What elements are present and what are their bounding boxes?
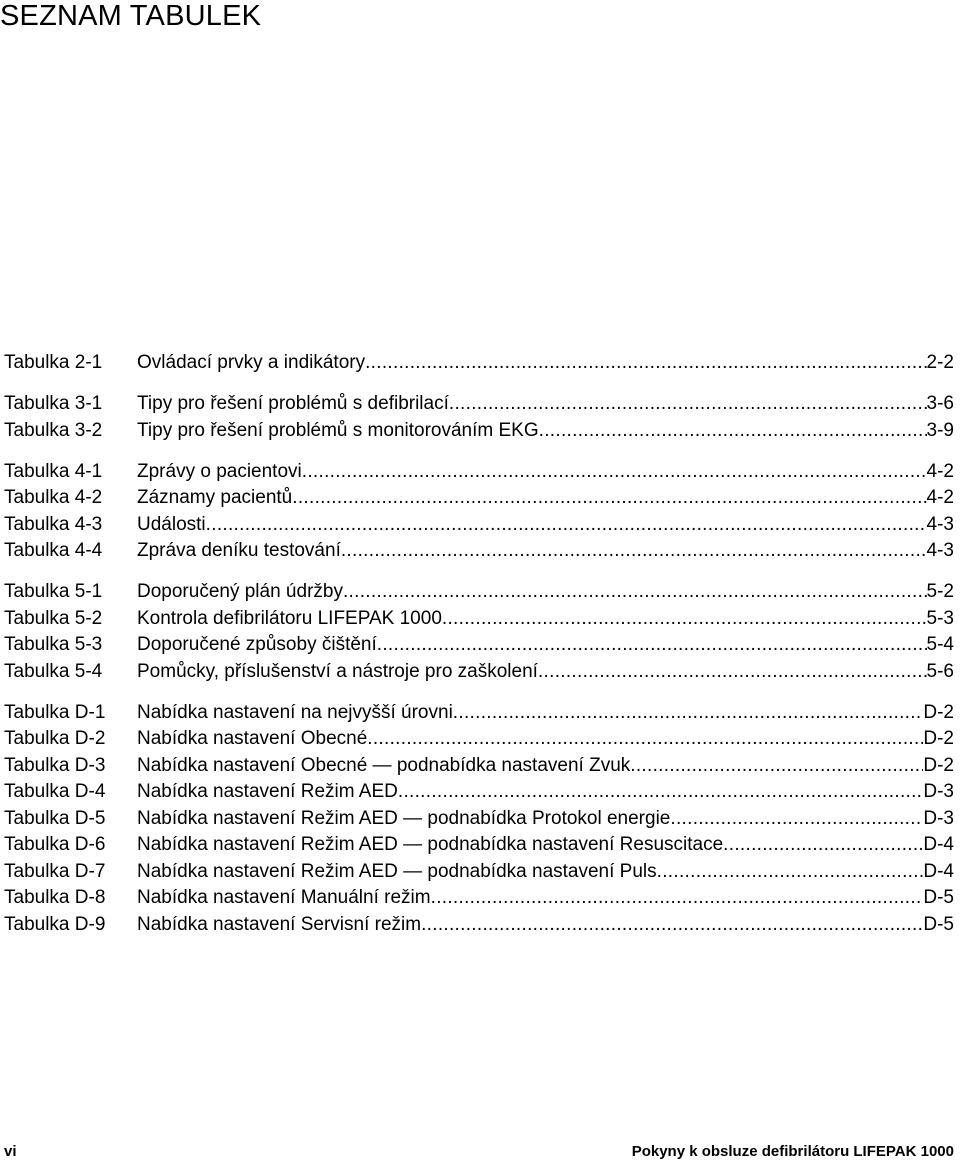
toc-entry[interactable] <box>4 659 954 686</box>
dot-leader <box>657 859 924 886</box>
toc-entry[interactable] <box>4 779 954 806</box>
toc-entry-title: Nabídka nastavení Režim AED — podnabídka nastavení Puls <box>137 860 657 882</box>
dot-leader <box>539 418 927 445</box>
toc-entry[interactable] <box>4 538 954 565</box>
toc-entry-page: D-2 <box>923 701 954 723</box>
dot-leader <box>442 606 927 633</box>
toc-entry-title: Kontrola defibrilátoru LIFEPAK 1000 <box>137 607 442 629</box>
dot-leader <box>630 753 923 780</box>
toc-entry-number: Tabulka D-7 <box>4 860 106 882</box>
dot-leader <box>431 885 924 912</box>
toc-entry-number: Tabulka D-5 <box>4 807 106 829</box>
footer-document-title: Pokyny k obsluze defibrilátoru LIFEPAK 1000 <box>631 1143 954 1160</box>
dot-leader <box>367 726 923 753</box>
toc-entry-title: Doporučené způsoby čištění <box>137 634 377 655</box>
page-footer <box>0 1143 954 1161</box>
dot-leader <box>343 579 927 606</box>
toc-entry-page: 4-2 <box>926 460 954 482</box>
toc-entry[interactable] <box>4 632 954 659</box>
toc-entry-title: Zprávy o pacientovi <box>137 460 302 482</box>
toc-group-chapter-5 <box>4 579 954 685</box>
toc-entry[interactable] <box>4 726 954 753</box>
toc-entry-page: D-3 <box>923 781 954 802</box>
toc-entry-page: 5-2 <box>926 581 954 602</box>
toc-entry-page: 4-3 <box>926 513 954 535</box>
toc-entry-number: Tabulka 4-1 <box>4 460 103 482</box>
footer-page-number: vi <box>4 1143 17 1160</box>
toc-entry-title: Pomůcky, příslušenství a nástroje pro zaškolení <box>137 660 538 682</box>
toc-entry-title: Ovládací prvky a indikátory <box>137 352 366 373</box>
toc-entry-number: Tabulka 3-2 <box>4 419 103 441</box>
toc-entry[interactable] <box>4 912 954 939</box>
dot-leader <box>421 912 923 939</box>
toc-entry-page: D-5 <box>923 887 954 908</box>
toc-entry-title: Tipy pro řešení problémů s defibrilací <box>137 393 449 414</box>
toc-entry-number: Tabulka D-4 <box>4 781 106 802</box>
toc-entry-title: Doporučený plán údržby <box>137 581 343 602</box>
toc-entry-number: Tabulka 4-4 <box>4 540 103 561</box>
toc-entry[interactable] <box>4 485 954 512</box>
toc-entry-title: Nabídka nastavení Režim AED — podnabídka Protokol energie <box>137 807 671 829</box>
toc-group-appendix-d <box>4 700 954 939</box>
dot-leader <box>538 659 927 686</box>
toc-entry-title: Nabídka nastavení Manuální režim <box>137 887 431 908</box>
toc-entry-page: D-3 <box>923 807 954 829</box>
dot-leader <box>670 806 923 833</box>
toc-entry-page: 5-6 <box>926 660 954 682</box>
toc-entry[interactable] <box>4 459 954 486</box>
toc-entry[interactable] <box>4 391 954 418</box>
toc-entry[interactable] <box>4 350 954 377</box>
toc-group-chapter-4 <box>4 459 954 565</box>
toc-entry-page: D-4 <box>923 860 954 882</box>
dot-leader <box>398 779 924 806</box>
toc-entry-number: Tabulka 5-4 <box>4 660 103 682</box>
toc-entry-number: Tabulka D-6 <box>4 834 106 855</box>
toc-entry-number: Tabulka 5-2 <box>4 607 103 629</box>
toc-entry-title: Události <box>137 513 206 535</box>
toc-entry[interactable] <box>4 700 954 727</box>
toc-entry-page: 5-3 <box>926 607 954 629</box>
toc-entry-page: 2-2 <box>926 352 954 373</box>
toc-entry-page: 3-6 <box>926 393 954 414</box>
toc-entry-number: Tabulka D-3 <box>4 754 106 776</box>
toc-entry-number: Tabulka 5-1 <box>4 581 103 602</box>
dot-leader <box>302 459 927 486</box>
dot-leader <box>341 538 927 565</box>
toc-entry-page: 4-3 <box>926 540 954 561</box>
toc-entry[interactable] <box>4 885 954 912</box>
toc-entry-page: 3-9 <box>926 419 954 441</box>
toc-entry-title: Zpráva deníku testování <box>137 540 341 561</box>
toc-entry[interactable] <box>4 418 954 445</box>
toc-entry-title: Nabídka nastavení na nejvyšší úrovni <box>137 701 453 723</box>
toc-entry-title: Nabídka nastavení Režim AED — podnabídka nastavení Resuscitace <box>137 834 724 855</box>
dot-leader <box>449 391 927 418</box>
toc-entry[interactable] <box>4 606 954 633</box>
dot-leader <box>453 700 924 727</box>
toc-entry-title: Tipy pro řešení problémů s monitorováním EKG <box>137 419 539 441</box>
toc-entry[interactable] <box>4 512 954 539</box>
toc-entry-number: Tabulka D-8 <box>4 887 106 908</box>
toc-group-chapter-2 <box>4 350 954 377</box>
toc-entry-title: Nabídka nastavení Obecné — podnabídka nastavení Zvuk <box>137 754 631 776</box>
dot-leader <box>365 350 926 377</box>
toc-entry-number: Tabulka 5-3 <box>4 634 103 655</box>
toc-entry-number: Tabulka 4-2 <box>4 487 103 508</box>
page-title: SEZNAM TABULEK <box>0 0 262 32</box>
toc-entry-number: Tabulka D-9 <box>4 913 106 935</box>
toc-entry-title: Nabídka nastavení Obecné <box>137 728 368 749</box>
toc-entry-number: Tabulka 3-1 <box>4 393 103 414</box>
toc-group-chapter-3 <box>4 391 954 444</box>
toc-entry-page: D-2 <box>923 754 954 776</box>
dot-leader <box>723 832 923 859</box>
toc-entry[interactable] <box>4 859 954 886</box>
toc-entry-number: Tabulka 4-3 <box>4 513 103 535</box>
toc-entry-number: Tabulka D-2 <box>4 728 106 749</box>
toc-entry-number: Tabulka D-1 <box>4 701 106 723</box>
toc-entry[interactable] <box>4 579 954 606</box>
toc-entry-title: Záznamy pacientů <box>137 487 293 508</box>
toc-entry-number: Tabulka 2-1 <box>4 352 103 373</box>
toc-entry-page: D-5 <box>923 913 954 935</box>
toc-entry-title: Nabídka nastavení Servisní režim <box>137 913 422 935</box>
toc-entry-page: 5-4 <box>926 634 954 655</box>
toc-entry-page: D-2 <box>923 728 954 749</box>
toc-entry[interactable] <box>4 832 954 859</box>
toc-entry-page: D-4 <box>923 834 954 855</box>
dot-leader <box>292 485 926 512</box>
toc-entry[interactable] <box>4 806 954 833</box>
toc-entry-title: Nabídka nastavení Režim AED <box>137 781 398 802</box>
dot-leader <box>377 632 927 659</box>
toc-entry[interactable] <box>4 753 954 780</box>
dot-leader <box>206 512 927 539</box>
table-of-tables <box>4 350 954 938</box>
toc-entry-page: 4-2 <box>926 487 954 508</box>
